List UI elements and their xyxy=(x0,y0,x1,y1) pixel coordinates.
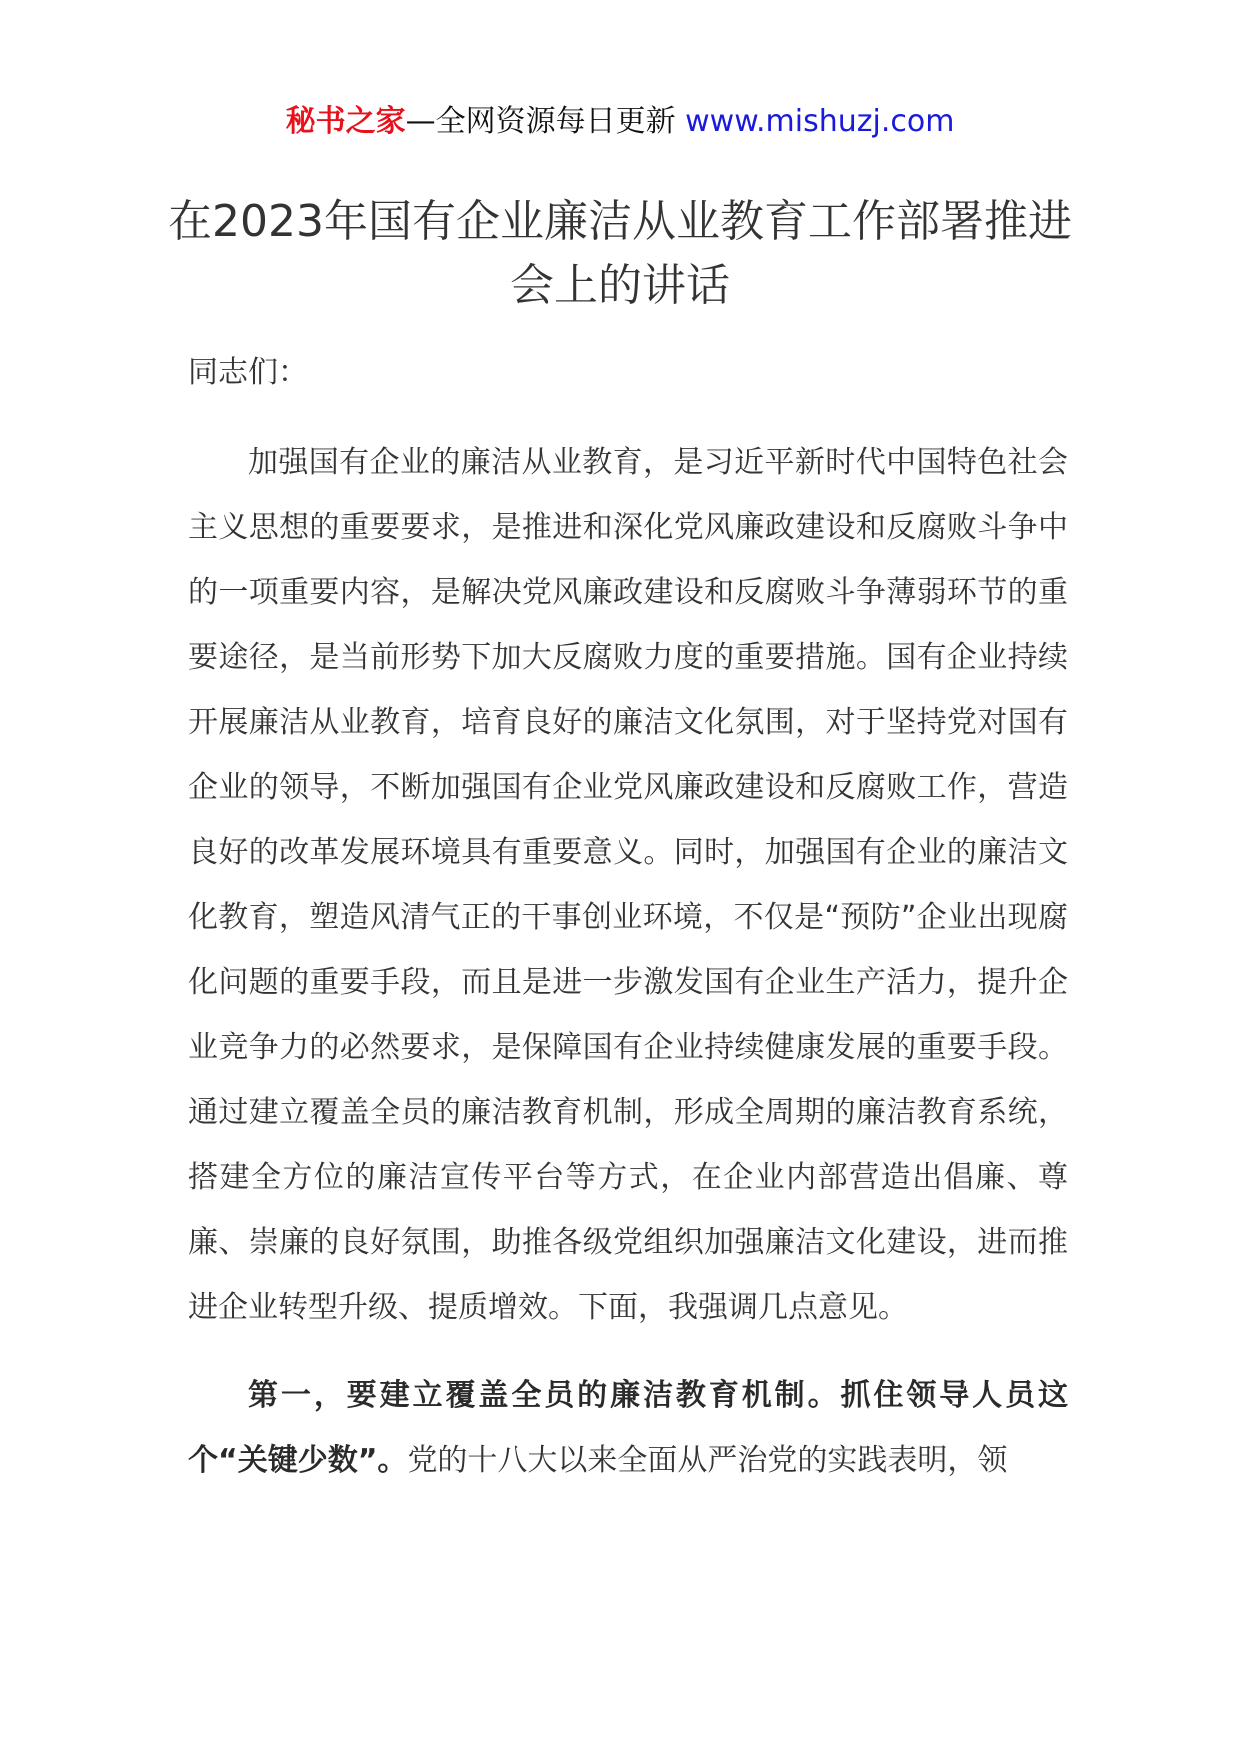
document-body xyxy=(188,348,1068,1493)
body-paragraph-2 xyxy=(188,1363,1068,1493)
paragraph-2-rest: 党的十八大以来全面从严治党的实践表明，领 xyxy=(407,1443,1008,1478)
site-url-link[interactable]: www.mishuzj.com xyxy=(685,104,955,139)
brand-name: 秘书之家 xyxy=(285,104,406,139)
paragraph-2-bold-lead: 第一，要建立覆盖全员的廉洁教育机制。抓住领导人员这个“关键少数”。 xyxy=(188,1378,1068,1478)
body-paragraph-1: 加强国有企业的廉洁从业教育，是习近平新时代中国特色社会主义思想的重要要求，是推进和深化党风廉政建设和反腐败斗争中的一项重要内容，是解决党风廉政建设和反腐败斗争薄弱环节的重要途径，是当前形势下加大反腐败力度的重要措施。国有企业持续开展廉洁从业教育，培育良好的廉洁文化氛围，对于坚持党对国有企业的领导，不断加强国有企业党风廉政建设和反腐败工作，营造良好的改革发展环境具有重要意义。同时，加强国有企业的廉洁文化教育，塑造风清气正的干事创业环境，不仅是“预防”企业出现腐化问题的重要手段，而且是进一步激发国有企业生产活力，提升企业竞争力的必然要求，是保障国有企业持续健康发展的重要手段。通过建立覆盖全员的廉洁教育机制，形成全周期的廉洁教育系统，搭建全方位的廉洁宣传平台等方式，在企业内部营造出倡廉、尊廉、崇廉的良好氛围，助推各级党组织加强廉洁文化建设，进而推进企业转型升级、提质增效。下面，我强调几点意见。 xyxy=(188,445,1068,1325)
document-title: 在2023年国有企业廉洁从业教育工作部署推进会上的讲话 xyxy=(168,196,1072,311)
header-tagline: —全网资源每日更新 xyxy=(405,104,686,139)
site-header xyxy=(0,100,1240,144)
salutation: 同志们： xyxy=(188,355,308,390)
